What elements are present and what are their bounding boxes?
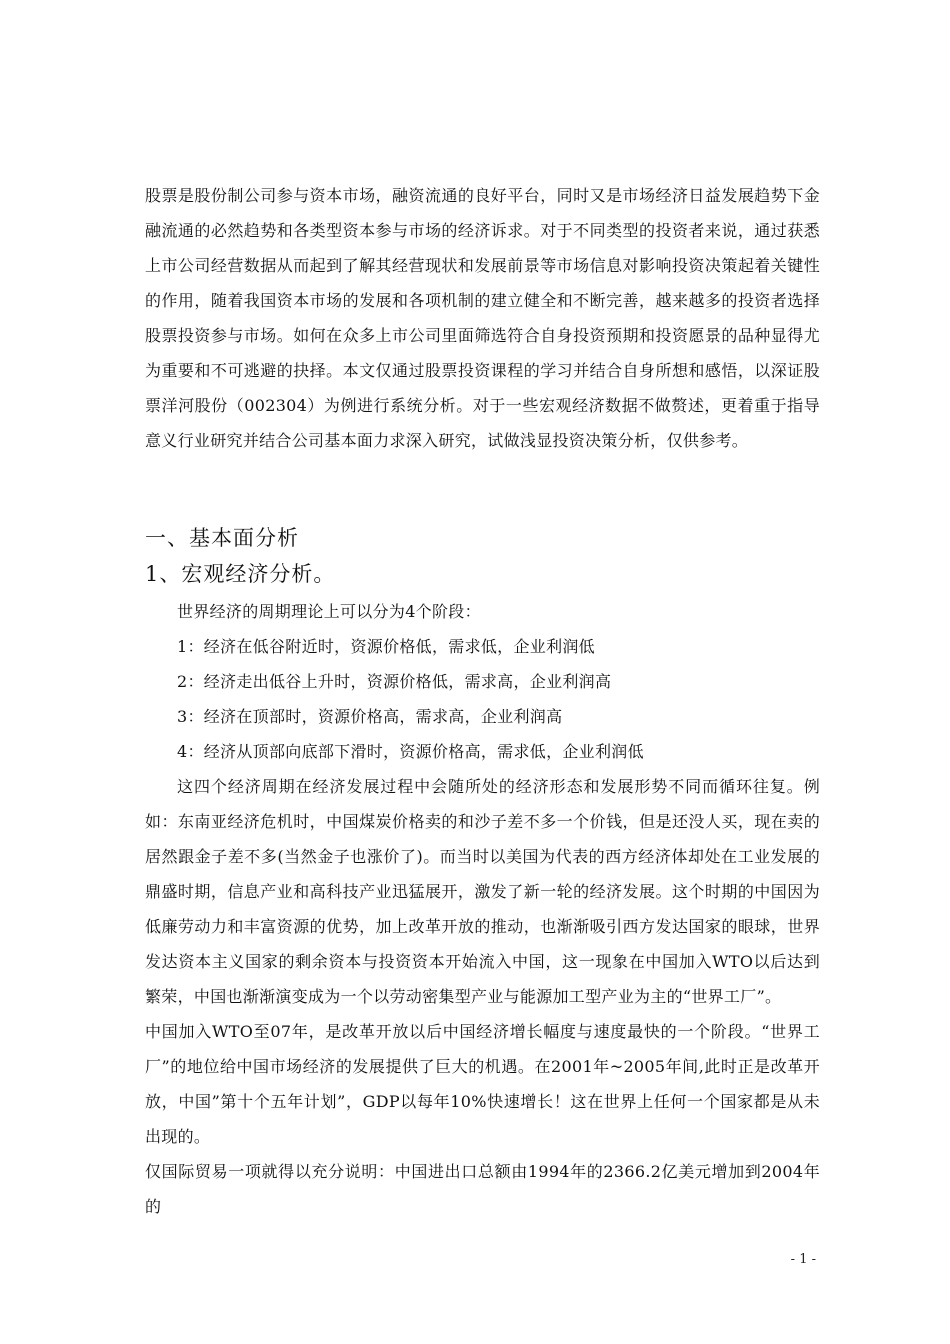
page-number: - 1 - xyxy=(790,1252,816,1267)
cycle-intro: 世界经济的周期理论上可以分为4个阶段： xyxy=(177,602,481,621)
intro-paragraph: 股票是股份制公司参与资本市场，融资流通的良好平台，同时又是市场经济日益发展趋势下金融流通的必然趋势和各类型资本参与市场的经济诉求。对于不同类型的投资者来说，通过获悉上市公司经营数据从而起到了解其经营现状和发展前景等市场信息对影响投资决策起着关键性的作用，随着我国资本市场的发展和各项机制的建立健全和不断完善，越来越多的投资者选择股票投资参与市场。如何在众多上市公司里面筛选符合自身投资预期和投资愿景的品种显得尤为重要和不可逃避的抉择。本文仅通过股票投资课程的学习并结合自身所想和感悟，以深证股票洋河股份（002304）为例进行系统分析。对于一些宏观经济数据不做赘述，更着重于指导意义行业研究并结合公司基本面力求深入研究，试做浅显投资决策分析，仅供参考。 xyxy=(145,186,820,450)
cycle-stage-2: 2：经济走出低谷上升时，资源价格低，需求高，企业利润高 xyxy=(177,672,612,691)
cycle-stage-3: 3：经济在顶部时，资源价格高，需求高，企业利润高 xyxy=(177,707,563,726)
cycle-list xyxy=(145,594,820,769)
cycle-stage-4: 4：经济从顶部向底部下滑时，资源价格高，需求低，企业利润低 xyxy=(177,742,644,761)
wto-paragraph: 中国加入WTO至07年，是改革开放以后中国经济增长幅度与速度最快的一个阶段。“世界工厂”的地位给中国市场经济的发展提供了巨大的机遇。在2001年~2005年间,此时正是改革开放，中国”第十个五年计划”，GDP以每年10%快速增长！这在世界上任何一个国家都是从未出现的。 xyxy=(145,1022,820,1146)
cycle-paragraph: 这四个经济周期在经济发展过程中会随所处的经济形态和发展形势不同而循环往复。例如：东南亚经济危机时，中国煤炭价格卖的和沙子差不多一个价钱，但是还没人买，现在卖的居然跟金子差不多(当然金子也涨价了)。而当时以美国为代表的西方经济体却处在工业发展的鼎盛时期，信息产业和高科技产业迅猛展开，激发了新一轮的经济发展。这个时期的中国因为低廉劳动力和丰富资源的优势，加上改革开放的推动，也渐渐吸引西方发达国家的眼球，世界发达资本主义国家的剩余资本与投资资本开始流入中国，这一现象在中国加入WTO以后达到繁荣，中国也渐渐演变成为一个以劳动密集型产业与能源加工型产业为主的“世界工厂”。 xyxy=(145,777,820,1006)
heading-block xyxy=(145,520,820,592)
cycle-stage-1: 1：经济在低谷附近时，资源价格低，需求低，企业利润低 xyxy=(177,637,595,656)
trade-paragraph: 仅国际贸易一项就得以充分说明：中国进出口总额由1994年的2366.2亿美元增加到2004年的 xyxy=(145,1162,820,1216)
document-body xyxy=(145,178,820,1224)
subsection-heading: 1、宏观经济分析。 xyxy=(145,562,336,586)
section-heading: 一、基本面分析 xyxy=(145,526,299,550)
